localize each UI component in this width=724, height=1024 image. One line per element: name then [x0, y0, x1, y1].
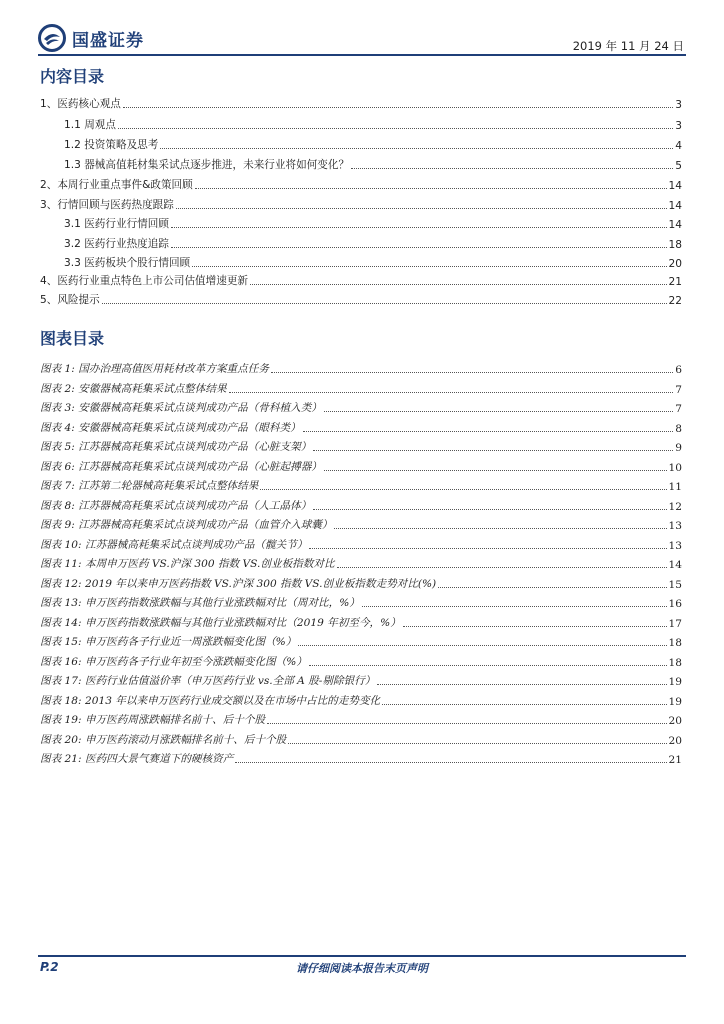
dot-leader — [250, 283, 666, 285]
dot-leader — [334, 527, 666, 529]
figure-entry-label: 图表 10: 江苏器械高耗集采试点谈判成功产品（髋关节） — [40, 538, 308, 551]
figure-entry-label: 图表 1: 国办治理高值医用耗材改革方案重点任务 — [40, 363, 269, 375]
figure-entry-label: 图表 13: 申万医药指数涨跌幅与其他行业涨跌幅对比（周对比，%） — [40, 597, 360, 609]
dot-leader — [171, 226, 667, 228]
logo-icon — [38, 24, 66, 52]
figure-entry[interactable] — [40, 514, 682, 532]
dot-leader — [377, 683, 666, 685]
figure-entry[interactable] — [40, 729, 682, 747]
dot-leader — [176, 207, 667, 209]
toc-entry[interactable] — [64, 114, 682, 132]
toc-entry-page: 14 — [668, 219, 682, 231]
dot-leader — [313, 449, 673, 451]
figure-entry-page: 19 — [668, 676, 682, 688]
dot-leader — [351, 167, 673, 169]
dot-leader — [403, 625, 667, 627]
figure-entry[interactable] — [40, 436, 682, 454]
toc-entry-label: 3.2 医药行业热度追踪 — [64, 238, 169, 250]
dot-leader — [288, 742, 666, 744]
toc-entry[interactable] — [40, 289, 682, 307]
dot-leader — [102, 302, 667, 304]
figure-entry-page: 20 — [668, 734, 682, 747]
toc-entry-label: 2、本周行业重点事件&政策回顾 — [40, 179, 193, 191]
figure-entry[interactable] — [40, 397, 682, 415]
figure-entry-label: 图表 11: 本周申万医药 VS.沪深 300 指数 VS.创业板指数对比 — [40, 558, 335, 570]
dot-leader — [192, 265, 666, 267]
toc-entry-label: 1.3 器械高值耗材集采试点逐步推进，未来行业将如何变化？ — [64, 159, 350, 171]
dot-leader — [362, 605, 667, 607]
toc-entry-page: 14 — [668, 180, 682, 192]
dot-leader — [324, 469, 667, 471]
toc-entry-page: 3 — [675, 99, 682, 111]
figure-entry[interactable] — [40, 358, 682, 376]
toc-entry[interactable] — [40, 93, 682, 111]
toc-entry-page: 22 — [668, 295, 682, 307]
figure-entry-page: 18 — [668, 656, 682, 669]
figure-entry[interactable] — [40, 631, 682, 649]
toc-entry-label: 1.1 周观点 — [64, 119, 116, 131]
figure-entry-page: 15 — [668, 578, 682, 591]
dot-leader — [303, 430, 674, 432]
toc-entry-label: 3.1 医药行业行情回顾 — [64, 218, 169, 230]
toc-entry[interactable] — [40, 174, 682, 192]
toc-entry-label: 1、医药核心观点 — [40, 98, 121, 110]
report-date: 2019 年 11 月 24 日 — [572, 39, 684, 53]
toc-entry-page: 5 — [675, 160, 682, 172]
figure-entry-page: 21 — [668, 754, 682, 766]
figure-entry[interactable] — [40, 709, 682, 727]
figure-entry-page: 19 — [668, 695, 682, 708]
figure-entry[interactable] — [40, 670, 682, 688]
logo-text: 国盛证券 — [72, 30, 144, 51]
dot-leader — [309, 664, 667, 666]
figure-entry-label: 图表 7: 江苏第二轮器械高耗集采试点整体结果 — [40, 480, 259, 492]
disclaimer-note: 请仔细阅读本报告末页声明 — [296, 962, 428, 975]
figure-entry[interactable] — [40, 456, 682, 474]
figure-entry-page: 9 — [675, 442, 682, 454]
figure-entry[interactable] — [40, 592, 682, 610]
toc-entry[interactable] — [64, 233, 682, 251]
header-divider — [38, 54, 686, 56]
figure-entry-label: 图表 18: 2013 年以来申万医药行业成交额以及在市场中占比的走势变化 — [40, 694, 381, 707]
figure-entry-page: 7 — [675, 403, 682, 415]
figure-entry-page: 6 — [675, 364, 682, 376]
dot-leader — [382, 703, 666, 705]
figure-entry-page: 17 — [668, 617, 682, 630]
page-header — [38, 18, 686, 56]
toc-title: 内容目录 — [40, 67, 105, 86]
figure-entry-label: 图表 3: 安徽器械高耗集采试点谈判成功产品（骨科植入类） — [40, 402, 322, 414]
company-logo — [38, 22, 144, 54]
figure-entry-page: 8 — [675, 422, 682, 435]
figure-entry[interactable] — [40, 612, 682, 630]
toc-entry[interactable] — [64, 154, 682, 172]
toc-entry-label: 3、行情回顾与医药热度跟踪 — [40, 199, 174, 211]
toc-entry-label: 1.2 投资策略及思考 — [64, 139, 159, 151]
dot-leader — [324, 410, 673, 412]
figure-entry[interactable] — [40, 534, 682, 552]
toc-entry-page: 21 — [668, 276, 682, 288]
dot-leader — [118, 127, 673, 129]
dot-leader — [313, 508, 666, 510]
figure-entry[interactable] — [40, 573, 682, 591]
figure-entry-label: 图表 19: 申万医药周涨跌幅排名前十、后十个股 — [40, 714, 266, 726]
figure-entry-label: 图表 5: 江苏器械高耗集采试点谈判成功产品（心脏支架） — [40, 441, 312, 453]
figure-entry[interactable] — [40, 748, 682, 766]
dot-leader — [235, 761, 666, 763]
figure-entry-page: 16 — [668, 598, 682, 610]
figure-entry-label: 图表 21: 医药四大景气赛道下的硬核资产 — [40, 753, 234, 765]
toc-entry[interactable] — [64, 134, 682, 152]
dot-leader — [438, 586, 666, 588]
toc-entry-page: 14 — [668, 200, 682, 212]
toc-entry-page: 20 — [668, 258, 682, 270]
figure-entry-label: 图表 16: 申万医药各子行业年初至今涨跌幅变化图（%） — [40, 655, 307, 668]
toc-entry-label: 4、医药行业重点特色上市公司估值增速更新 — [40, 275, 249, 287]
figure-entry[interactable] — [40, 553, 682, 571]
dot-leader — [267, 722, 666, 724]
toc-entry-page: 4 — [675, 140, 682, 152]
figures-title: 图表目录 — [40, 329, 105, 348]
figure-entry-label: 图表 6: 江苏器械高耗集采试点谈判成功产品（心脏起搏器） — [40, 460, 322, 473]
dot-leader — [298, 644, 666, 646]
toc-entry[interactable] — [40, 270, 682, 288]
dot-leader — [123, 106, 673, 108]
figure-entry-page: 13 — [668, 520, 682, 532]
dot-leader — [271, 371, 673, 373]
figure-entry[interactable] — [40, 690, 682, 708]
figure-entry[interactable] — [40, 378, 682, 396]
figure-entry-label: 图表 4: 安徽器械高耗集采试点谈判成功产品（眼科类） — [40, 421, 301, 434]
figure-entry-page: 14 — [668, 559, 682, 571]
figure-entry-label: 图表 8: 江苏器械高耗集采试点谈判成功产品（人工晶体） — [40, 499, 312, 512]
figure-entry[interactable] — [40, 475, 682, 493]
toc-entry[interactable] — [64, 252, 682, 270]
dot-leader — [195, 187, 667, 189]
figure-entry[interactable] — [40, 651, 682, 669]
page-number: P.2 — [40, 960, 59, 974]
figure-entry-page: 11 — [668, 481, 682, 493]
dot-leader — [337, 566, 667, 568]
figure-entry-page: 20 — [668, 715, 682, 727]
figure-entry-label: 图表 15: 申万医药各子行业近一周涨跌幅变化图（%） — [40, 636, 297, 648]
figure-entry-label: 图表 9: 江苏器械高耗集采试点谈判成功产品（血管介入球囊） — [40, 519, 333, 531]
toc-entry-label: 3.3 医药板块个股行情回顾 — [64, 257, 191, 269]
dot-leader — [160, 147, 673, 149]
figure-entry-page: 10 — [668, 461, 682, 474]
figure-entry-label: 图表 2: 安徽器械高耗集采试点整体结果 — [40, 382, 227, 395]
footer-divider — [38, 955, 686, 957]
figure-entry-page: 13 — [668, 539, 682, 552]
figure-entry-page: 18 — [668, 637, 682, 649]
figure-entry[interactable] — [40, 495, 682, 513]
toc-entry-label: 5、风险提示 — [40, 294, 100, 306]
dot-leader — [171, 246, 667, 248]
toc-entry[interactable] — [40, 194, 682, 212]
dot-leader — [309, 547, 666, 549]
figure-entry-label: 图表 17: 医药行业估值溢价率（申万医药行业 vs.全部 A 股-剔除银行） — [40, 675, 376, 687]
figure-entry[interactable] — [40, 417, 682, 435]
figure-entry-label: 图表 14: 申万医药指数涨跌幅与其他行业涨跌幅对比（2019 年初至今，%） — [40, 616, 401, 629]
figure-entry-label: 图表 12: 2019 年以来申万医药指数 VS.沪深 300 指数 VS.创业板指数走势对比(%) — [40, 577, 437, 590]
figure-entry-page: 12 — [668, 500, 682, 513]
dot-leader — [260, 488, 666, 490]
figure-entry-page: 7 — [675, 383, 682, 396]
toc-entry-page: 3 — [675, 120, 682, 132]
toc-entry-page: 18 — [668, 239, 682, 251]
figure-entry-label: 图表 20: 申万医药滚动月涨跌幅排名前十、后十个股 — [40, 733, 287, 746]
dot-leader — [229, 391, 674, 393]
toc-entry[interactable] — [64, 213, 682, 231]
